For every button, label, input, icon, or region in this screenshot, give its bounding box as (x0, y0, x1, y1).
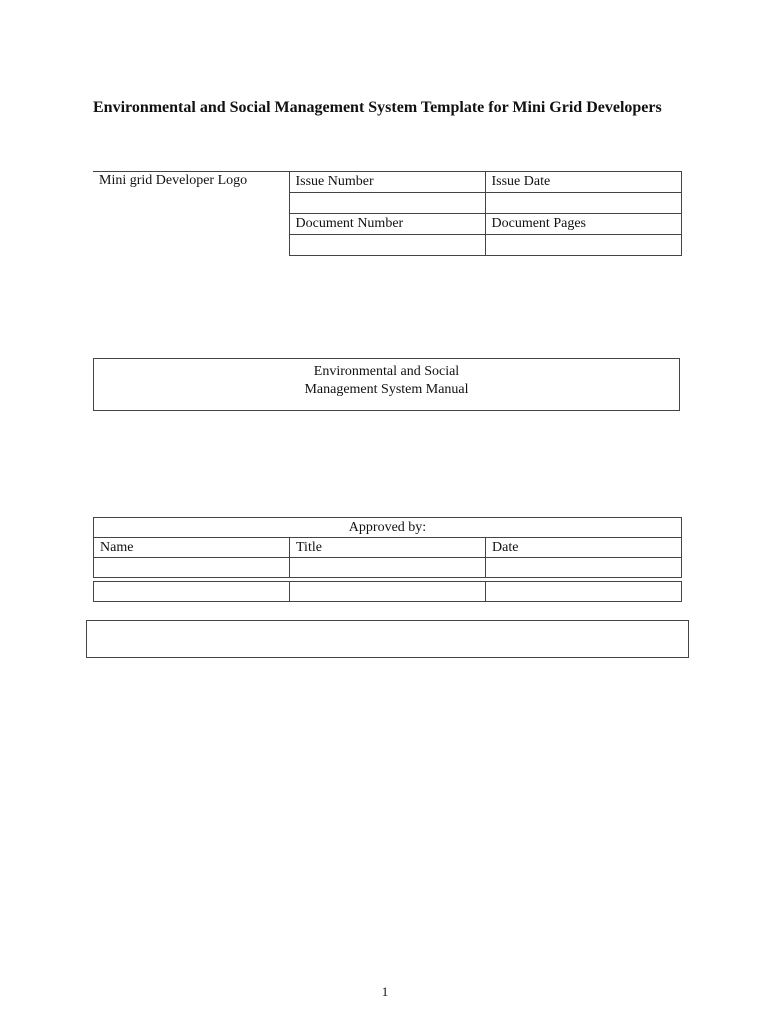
column-header-date: Date (486, 538, 682, 558)
page-number: 1 (381, 984, 389, 999)
empty-notes-box[interactable] (86, 620, 689, 658)
approval-table (93, 517, 682, 602)
approver-name-field[interactable] (94, 558, 290, 578)
issue-number-label: Issue Number (289, 172, 485, 193)
approver-title-field[interactable] (290, 558, 486, 578)
approver-title-field-2[interactable] (290, 582, 486, 602)
approver-date-field-2[interactable] (486, 582, 682, 602)
manual-title-line-1: Environmental and Social (313, 364, 460, 379)
column-header-name: Name (94, 538, 290, 558)
approver-date-field[interactable] (486, 558, 682, 578)
document-header-table (93, 171, 682, 256)
column-header-title: Title (290, 538, 486, 558)
approver-name-field-2[interactable] (94, 582, 290, 602)
document-number-label: Document Number (289, 214, 485, 235)
document-title: Environmental and Social Management System Template for Mini Grid Developers (93, 99, 662, 116)
developer-logo-placeholder: Mini grid Developer Logo (93, 172, 289, 256)
manual-title-box (93, 358, 680, 411)
document-number-field[interactable] (289, 235, 485, 256)
issue-date-field[interactable] (485, 193, 681, 214)
issue-date-label: Issue Date (485, 172, 681, 193)
document-pages-field[interactable] (485, 235, 681, 256)
document-pages-label: Document Pages (485, 214, 681, 235)
manual-title-line-2: Management System Manual (304, 382, 469, 397)
approved-by-heading: Approved by: (94, 518, 682, 538)
issue-number-field[interactable] (289, 193, 485, 214)
